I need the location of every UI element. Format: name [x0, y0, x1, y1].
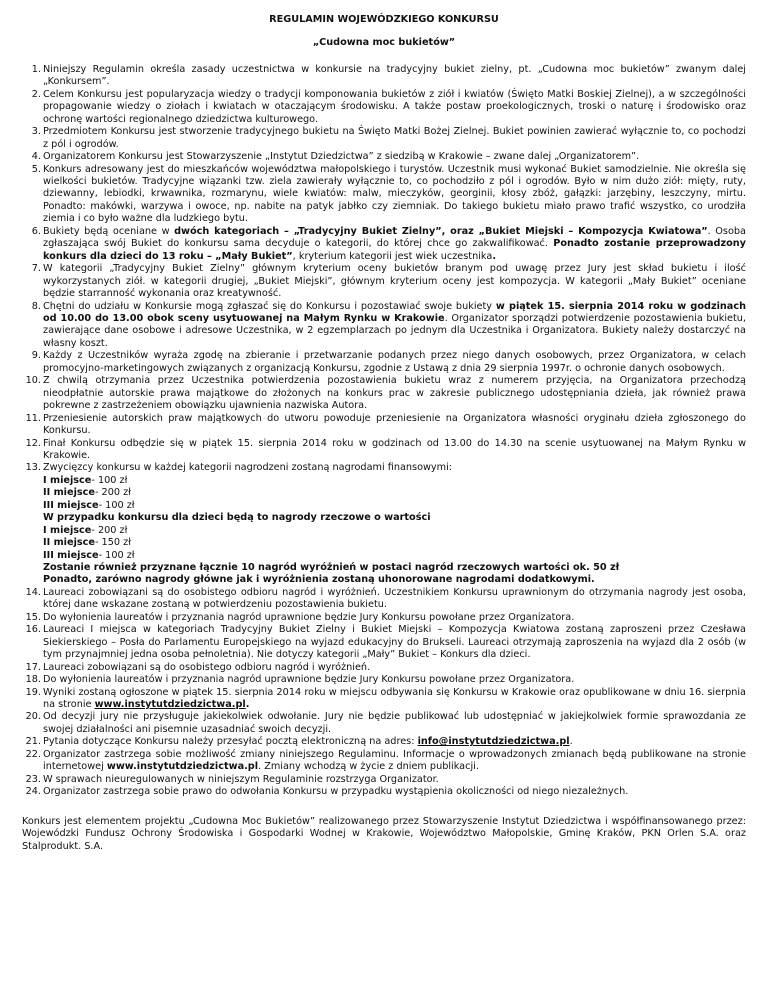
rule-text-segment: W przypadku konkursu dla dzieci będą to nagrody rzeczowe o wartości: [43, 512, 431, 524]
rule-item: [22, 711, 746, 736]
rule-item: [22, 624, 746, 661]
prize-line: [43, 537, 746, 549]
prize-line: [43, 550, 746, 562]
rule-item: [22, 126, 746, 151]
rule-number: 17.: [25, 661, 41, 673]
rule-item: [22, 226, 746, 263]
rule-text-segment: , kryterium kategorii jest wiek uczestnika: [292, 250, 493, 262]
rule-text: Z chwilą otrzymania przez Uczestnika potwierdzenia pozostawienia bukietu wraz z numerem przyjęcia, na Organizatora przechodzą nieodpłatnie autorskie prawa majątkowe do złożonych na konkurs prac w zakresie publicznego udostępniania dzieła, jak również prawa pokrewne z zastrzeżeniem obowiązku ujawnienia nazwiska Autora.: [43, 375, 746, 412]
prize-line: [43, 574, 746, 586]
rule-item: [22, 612, 746, 624]
rule-number: 8.: [31, 300, 41, 312]
rule-link[interactable]: info@instytutdziedzictwa.pl: [417, 736, 570, 748]
rule-text: Celem Konkursu jest popularyzacja wiedzy o tradycji komponowania bukietów z ziół i kwiatów (Święto Matki Boskiej Zielnej), a w szczególności propagowanie wiedzy o ziołach i kwiatach w otaczającym środowisku. A także postaw proekologicznych, troski o naturę i środowisko oraz ochronę wartości regionalnego dziedzictwa kulturowego.: [43, 88, 746, 125]
rule-text-segment: II miejsce: [43, 487, 95, 499]
prize-line: [43, 525, 746, 537]
rule-text-segment: . Organizator sporządzi potwierdzenie pozostawienia bukietu, zawierające dane osobowe i adresowe Uczestnika, w 2 egzemplarzach po jednym dla Uczestnika i Organizatora. Bukiety należy dostarczyć na własny koszt.: [43, 312, 746, 349]
rule-text: Laureaci I miejsca w kategoriach Tradycyjny Bukiet Zielny i Bukiet Miejski – Kompozycja Kwiatowa zostaną zaproszeni przez Czesława Siekierskiego – Posła do Parlamentu Europejskiego na wyjazd edukacyjny do Brukseli. Laureaci otrzymają zaproszenia na wyjazd dla 2 osób (w tym przynajmniej jedna osoba pełnoletnia). Nie dotyczy kategorii „Mały” Bukiet – Konkurs dla dzieci.: [43, 624, 746, 661]
rule-number: 23.: [25, 773, 41, 785]
rule-text: Do wyłonienia laureatów i przyznania nagród uprawnione będzie Jury Konkursu powołane przez Organizatora.: [43, 611, 575, 623]
rule-text-segment: .: [245, 699, 250, 711]
rule-text: Niniejszy Regulamin określa zasady uczestnictwa w konkursie na tradycyjny bukiet zielny, pt. „Cudowna moc bukietów” zwanym dalej „Konkursem”.: [43, 63, 746, 88]
rule-text-segment: www.instytutdziedzictwa.pl: [106, 761, 259, 773]
rule-text-segment: Ponadto, zarówno nagrody główne jak i wyróżnienia zostaną uhonorowane nagrodami dodatkowymi.: [43, 574, 595, 586]
rule-item: [22, 462, 746, 587]
rule-item: [22, 749, 746, 774]
rule-text-segment: - 100 zł: [98, 549, 135, 561]
rule-text-segment: dwóch kategoriach – „Tradycyjny Bukiet Zielny”, oraz „Bukiet Miejski – Kompozycja Kwiatowa”: [174, 225, 708, 237]
rule-number: 18.: [25, 674, 41, 686]
rule-number: 14.: [25, 586, 41, 598]
prize-line: [43, 475, 746, 487]
footer-note: Konkurs jest elementem projektu „Cudowna Moc Bukietów” realizowanego przez Stowarzyszenie Instytut Dziedzictwa i współfinansowanego przez: Wojewódzki Fundusz Ochrony Środowiska i Gospodarki Wodnej w Krakowie, Województwo Małopolskie, Gminę Kraków, PKN Orlen S.A. oraz Stalprodukt. S.A.: [22, 815, 746, 852]
rule-text: Organizator zastrzega sobie prawo do odwołania Konkursu w przypadku wystąpienia okoliczności od niego niezależnych.: [43, 786, 629, 798]
rule-item: [22, 151, 746, 163]
rule-text: Przedmiotem Konkursu jest stworzenie tradycyjnego bukietu na Święto Matki Bożej Zielnej. Bukiet powinien zawierać wyłącznie to, co pochodzi z pól i ogrodów.: [43, 126, 746, 150]
prize-line: [43, 500, 746, 512]
rule-text-segment: - 100 zł: [91, 474, 128, 486]
rule-number: 2.: [31, 88, 41, 100]
rule-item: [22, 301, 746, 351]
rule-item: [22, 774, 746, 786]
rule-number: 16.: [25, 624, 41, 636]
rule-text-segment: I miejsce: [43, 474, 92, 486]
rule-item: [22, 687, 746, 712]
prize-line: [43, 512, 746, 524]
document-subtitle: „Cudowna moc bukietów”: [312, 37, 456, 49]
rule-item: [22, 438, 746, 463]
rule-item: [22, 736, 746, 748]
rule-text-segment: - 200 zł: [94, 487, 131, 499]
rule-item: [22, 587, 746, 612]
rule-number: 7.: [31, 263, 41, 275]
rule-link[interactable]: www.instytutdziedzictwa.pl: [94, 699, 246, 711]
rule-text: Do wyłonienia laureatów i przyznania nagród uprawnione będzie Jury Konkursu powołane przez Organizatora.: [43, 674, 575, 686]
rule-item: [22, 164, 746, 226]
rule-number: 11.: [25, 412, 41, 424]
rule-text: Zwycięzcy konkursu w każdej kategorii nagrodzeni zostaną nagrodami finansowymi:: [43, 462, 453, 474]
rule-number: 20.: [25, 711, 41, 723]
rule-text-segment: - 200 zł: [91, 524, 128, 536]
rule-number: 1.: [31, 63, 41, 75]
rule-text-segment: III miejsce: [43, 499, 99, 511]
rule-text-segment: II miejsce: [43, 537, 95, 549]
rule-text-segment: Zostanie również przyznane łącznie 10 nagród wyróżnień w postaci nagród rzeczowych wartości ok. 50 zł: [43, 562, 620, 574]
rule-text: W sprawach nieuregulowanych w niniejszym Regulaminie rozstrzyga Organizator.: [43, 773, 439, 785]
rule-text-segment: Wyniki zostaną ogłoszone w piątek 15. sierpnia 2014 roku w miejscu odbywania się Konkursu w Krakowie oraz opublikowane w dniu 16. sierpnia na stronie: [43, 686, 746, 711]
rule-text: Przeniesienie autorskich praw majątkowych do utworu powoduje przeniesienie na Organizatora własności oryginału dzieła zgłoszonego do Konkursu.: [43, 412, 746, 437]
rule-text-segment: III miejsce: [43, 549, 99, 561]
rule-text-segment: - 150 zł: [94, 537, 131, 549]
rule-item: [22, 263, 746, 300]
prize-line: [43, 562, 746, 574]
rule-item: [22, 375, 746, 412]
rule-text: W kategorii „Tradycyjny Bukiet Zielny” głównym kryterium oceny bukietów branym pod uwagę przez Jury jest skład bukietu i ilość wykorzystanych ziół. w kategorii drugiej, „Bukiet Miejski”, głównym kryterium oceny jest kompozycja. W kategorii „Mały Bukiet” oceniane będzie starranność wykonania oraz kreatywność.: [43, 263, 746, 300]
rule-number: 5.: [31, 163, 41, 175]
rules-list: [22, 64, 746, 799]
rule-text: Od decyzji jury nie przysługuje jakiekolwiek odwołanie. Jury nie będzie publikować lub udostępniać w jakiejkolwiek formie sprawozdania ze swojej działalności ani pisemnie uzasadniać swoich decyzji.: [43, 711, 746, 735]
rule-text-segment: Organizator zastrzega sobie możliwość zmiany niniejszego Regulaminu. Informacje o wprowadzonych zmianach będą publikowane na stronie internetowej: [43, 748, 746, 773]
rule-text-segment: w piątek 15. sierpnia 2014 roku w godzinach od 10.00 do 13.00 obok sceny usytuowanej na Małym Rynku w Krakowie: [43, 300, 746, 324]
rule-text-segment: - 100 zł: [98, 499, 135, 511]
rule-text-segment: I miejsce: [43, 524, 92, 536]
rule-item: [22, 786, 746, 798]
rule-text: Organizatorem Konkursu jest Stowarzyszenie „Instytut Dziedzictwa” z siedzibą w Krakowie – zwane dalej „Organizatorem”.: [43, 151, 640, 163]
rule-text: Konkurs adresowany jest do mieszkańców województwa małopolskiego i turystów. Uczestnik musi wykonać Bukiet samodzielnie. Nie określa się wielkości bukietów. Tradycyjne wiązanki tzw. ziela zawierały wyłącznie to, co pochodziło z pól i ogrodów. Było w nim dużo ziół: mięty, ruty, dziewanny, lebiodki, krwawnika, rozmarynu, wiele kwiatów: malw, mieczyków, georginii, kłosy zbóż, gałązki: jarzębiny, leszczyny, mirtu. Ponadto: makówki, warzywa i owoce, np. nabite na patyk jabłko czy ziemniak. Do takiego bukietu miało prawo trafić wszystko, co urodziła ziemia i co było ważne dla ludzkiego bytu.: [43, 163, 746, 225]
rule-text-segment: Chętni do udziału w Konkursie mogą zgłaszać się do Konkursu i pozostawiać swoje bukiety: [43, 300, 496, 312]
rule-number: 3.: [31, 126, 41, 138]
rule-text-segment: .: [569, 736, 573, 748]
rule-item: [22, 413, 746, 438]
rule-number: 4.: [31, 151, 41, 163]
rule-number: 15.: [25, 611, 41, 623]
rule-text: Finał Konkursu odbędzie się w piątek 15. sierpnia 2014 roku w godzinach od 13.00 do 14.30 na scenie usytuowanej na Małym Rynku w Krakowie.: [43, 437, 746, 461]
rule-text-segment: . Zmiany wchodzą w życie z dniem publikacji.: [258, 761, 479, 773]
rule-number: 21.: [25, 736, 41, 748]
prize-line: [43, 487, 746, 499]
rule-number: 24.: [25, 786, 41, 798]
rule-text-segment: Bukiety będą oceniane w: [43, 225, 175, 237]
rule-item: [22, 64, 746, 89]
rule-item: [22, 662, 746, 674]
rule-item: [22, 674, 746, 686]
rule-number: 13.: [25, 462, 41, 474]
rule-text: Laureaci zobowiązani są do osobistego odbioru nagród i wyróżnień.: [43, 661, 371, 673]
rule-text-segment: Ponadto zostanie przeprowadzony konkurs dla dzieci do 13 roku – „Mały Bukiet”: [43, 238, 746, 262]
rule-item: [22, 89, 746, 126]
rule-number: 6.: [31, 225, 41, 237]
rule-text: Laureaci zobowiązani są do osobistego odbioru nagród i wyróżnień. Uczestnikiem Konkursu uprawnionym do otrzymania nagrody jest osoba, której dane wskazane zostaną w potwierdzeniu pozostawienia bukietu.: [43, 586, 746, 611]
rule-item: [22, 350, 746, 375]
rule-text-segment: Pytania dotyczące Konkursu należy przesyłać pocztą elektroniczną na adres:: [43, 736, 418, 748]
rule-text-segment: . Osoba zgłaszająca swój Bukiet do konkursu sama decyduje o kategorii, do której chce go zakwalifikować.: [43, 225, 746, 250]
rule-text: Każdy z Uczestników wyraża zgodę na zbieranie i przetwarzanie podanych przez niego danych osobowych, przez Organizatora, w celach promocyjno-marketingowych związanych z organizacją Konkursu, zgodnie z Ustawą z dnia 29 sierpnia 1997r. o ochronie danych osobowych.: [43, 350, 746, 374]
rule-number: 9.: [31, 350, 41, 362]
rule-number: 10.: [25, 375, 41, 387]
rule-number: 12.: [25, 437, 41, 449]
rule-text-segment: .: [492, 250, 496, 262]
document-title: REGULAMIN WOJEWÓDZKIEGO KONKURSU: [269, 14, 499, 25]
rule-number: 22.: [25, 748, 41, 760]
rule-number: 19.: [25, 686, 41, 698]
